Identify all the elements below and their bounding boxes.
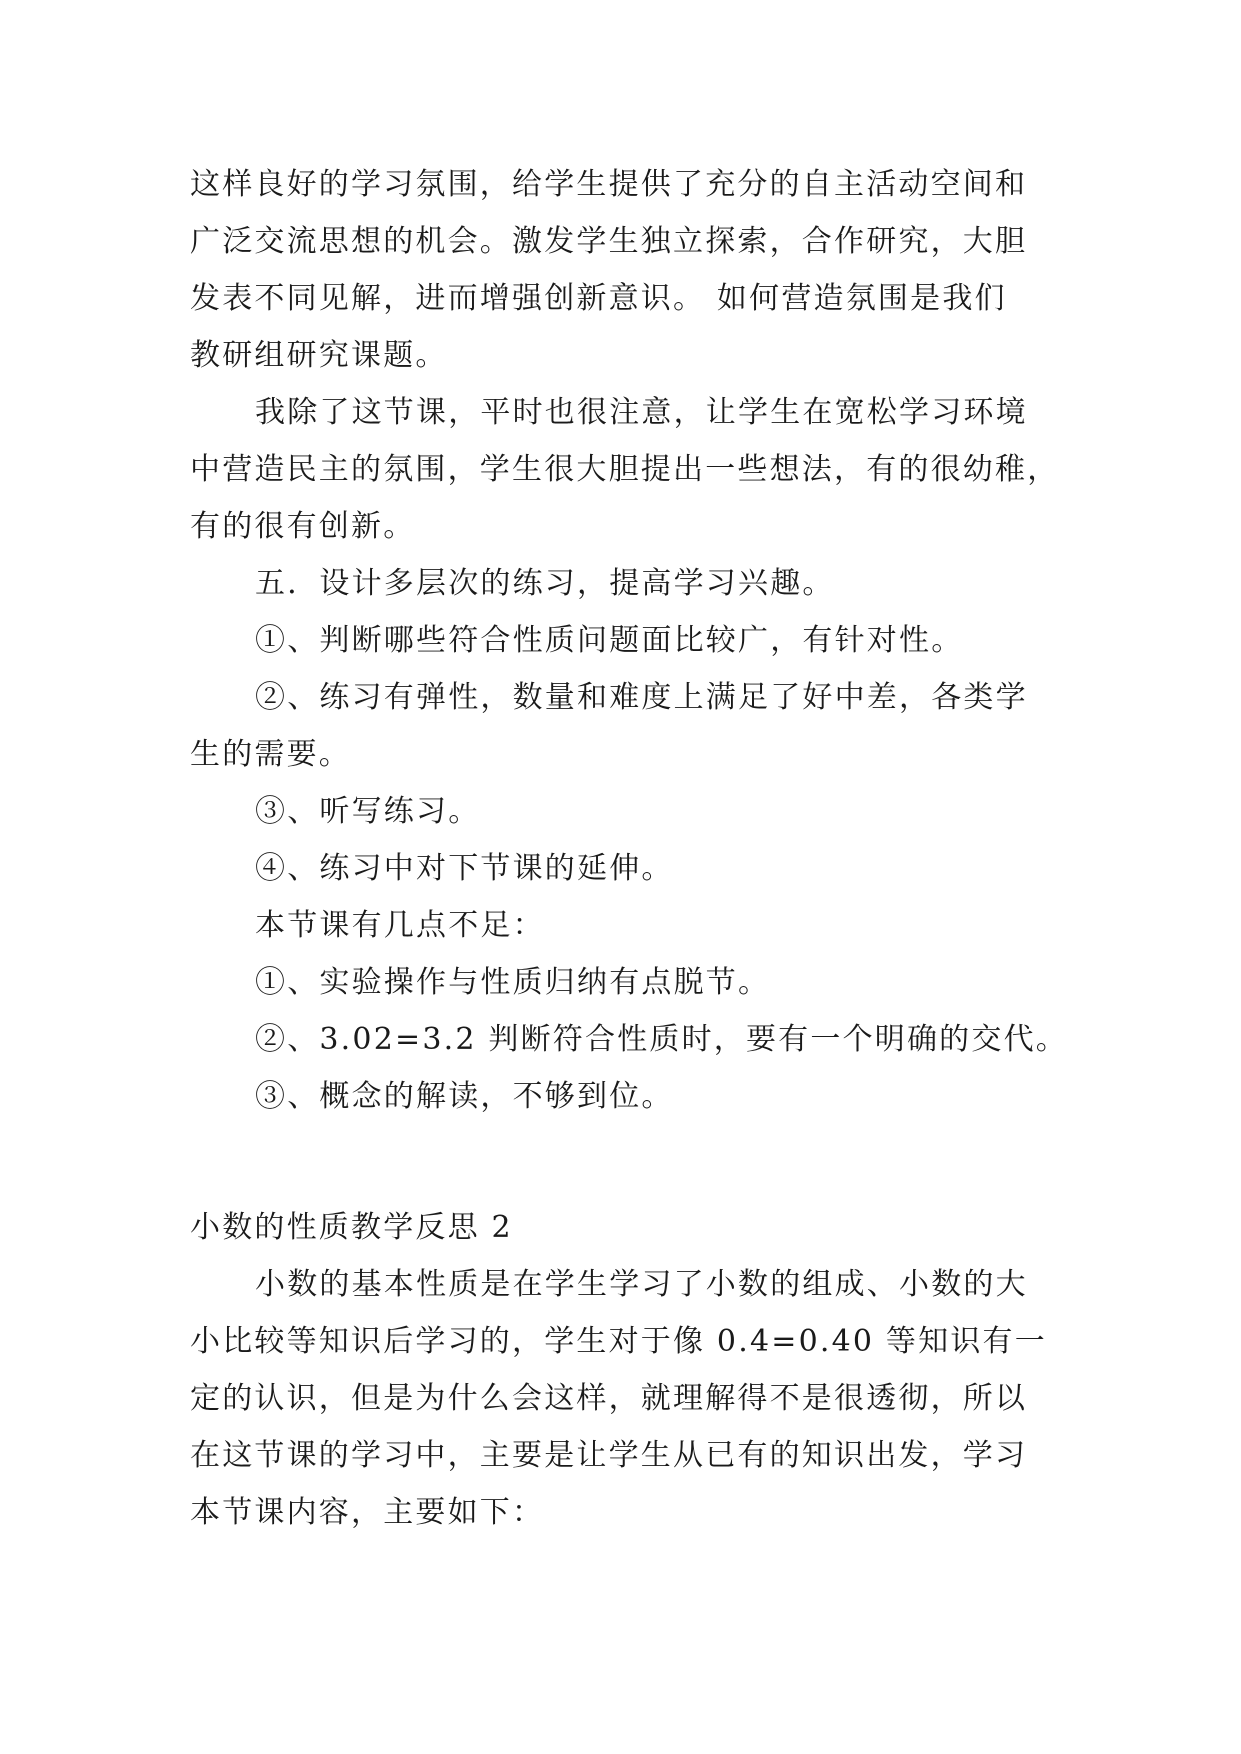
text-line: 五．设计多层次的练习，提高学习兴趣。 bbox=[255, 566, 835, 601]
text-line: ①、实验操作与性质归纳有点脱节。 bbox=[255, 965, 771, 1000]
text-line: 本节课有几点不足： bbox=[255, 908, 545, 943]
text-line: 定的认识，但是为什么会这样，就理解得不是很透彻，所以 bbox=[190, 1381, 1028, 1416]
text-line: 发表不同见解，进而增强创新意识。 如何营造氛围是我们 bbox=[190, 281, 1007, 316]
text-line: 小比较等知识后学习的，学生对于像 0.4=0.40 等知识有一 bbox=[190, 1324, 1047, 1359]
section-title: 小数的性质教学反思 2 bbox=[190, 1210, 513, 1245]
text-line: 小数的基本性质是在学生学习了小数的组成、小数的大 bbox=[255, 1267, 1028, 1302]
text-line: ③、听写练习。 bbox=[255, 794, 481, 829]
text-line: 生的需要。 bbox=[190, 737, 351, 772]
text-line: ①、判断哪些符合性质问题面比较广，有针对性。 bbox=[255, 623, 964, 658]
text-line: ②、3.02=3.2 判断符合性质时，要有一个明确的交代。 bbox=[255, 1022, 1068, 1057]
text-line: 广泛交流思想的机会。激发学生独立探索，合作研究，大胆 bbox=[190, 224, 1028, 259]
text-line: 教研组研究课题。 bbox=[190, 338, 448, 373]
text-line: 本节课内容，主要如下： bbox=[190, 1495, 545, 1530]
text-line: 有的很有创新。 bbox=[190, 509, 416, 544]
text-line: 中营造民主的氛围，学生很大胆提出一些想法，有的很幼稚， bbox=[190, 452, 1060, 487]
text-line: ②、练习有弹性，数量和难度上满足了好中差，各类学 bbox=[255, 680, 1028, 715]
text-line: 在这节课的学习中，主要是让学生从已有的知识出发，学习 bbox=[190, 1438, 1028, 1473]
text-line: 这样良好的学习氛围，给学生提供了充分的自主活动空间和 bbox=[190, 167, 1028, 202]
text-line: ③、概念的解读，不够到位。 bbox=[255, 1079, 674, 1114]
text-line: ④、练习中对下节课的延伸。 bbox=[255, 851, 674, 886]
text-line: 我除了这节课，平时也很注意，让学生在宽松学习环境 bbox=[255, 395, 1028, 430]
